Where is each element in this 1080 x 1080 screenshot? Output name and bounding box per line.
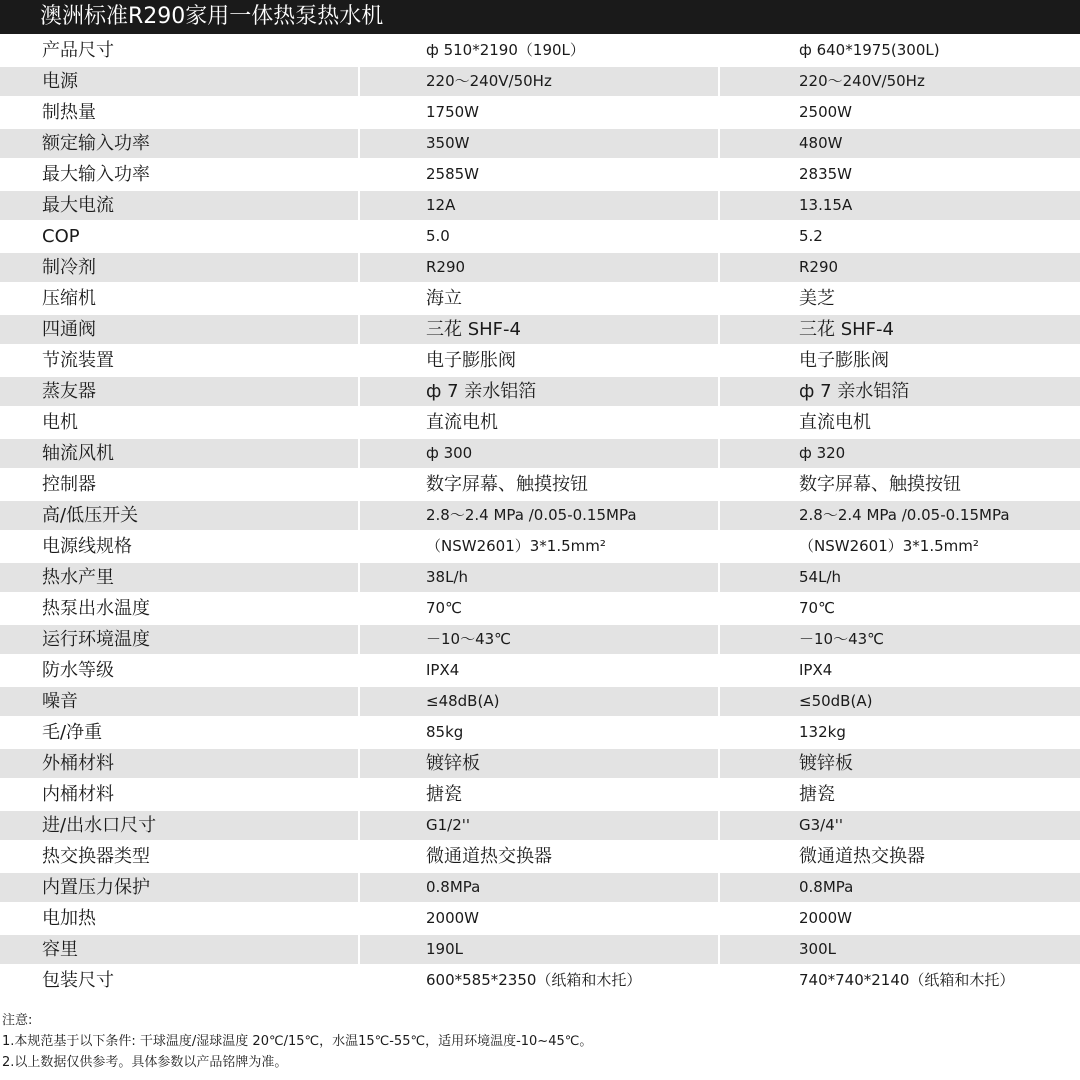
spec-value-model-2: ≤50dB(A) [720, 687, 1080, 716]
spec-label: COP [42, 226, 80, 247]
spec-label: 制热量 [42, 102, 96, 123]
spec-value-model-2: 480W [720, 129, 1080, 158]
spec-value-model-1: 2.8～2.4 MPa /0.05-0.15MPa [360, 501, 718, 530]
spec-label: 压缩机 [42, 288, 96, 309]
spec-value-model-1: 600*585*2350（纸箱和木托） [426, 971, 642, 989]
table-row [0, 98, 1080, 127]
spec-value-model-2: 镀锌板 [720, 749, 1080, 778]
table-row [0, 160, 1080, 189]
table-row [0, 935, 1080, 964]
spec-label: 内置压力保护 [0, 873, 358, 902]
spec-label: 电源线规格 [42, 536, 132, 557]
table-row [0, 315, 1080, 344]
spec-value-model-2: 2500W [799, 103, 853, 121]
spec-value-model-2: 5.2 [799, 227, 823, 245]
spec-value-model-1: 2585W [426, 165, 480, 183]
spec-value-model-1: ф 510*2190（190L） [426, 41, 585, 59]
spec-value-model-2: 直流电机 [799, 412, 871, 433]
spec-label: 高/低压开关 [0, 501, 358, 530]
spec-value-model-1: 70℃ [426, 599, 462, 617]
notes-line-1: 1.本规范基于以下条件: 干球温度/湿球温度 20℃/15℃，水温15℃-55℃，适用环境温度-10~45℃。 [2, 1034, 593, 1049]
spec-value-model-1: 搪瓷 [426, 784, 462, 805]
spec-value-model-2: ф 640*1975(300L) [799, 41, 940, 59]
spec-label: 节流装置 [42, 350, 114, 371]
spec-value-model-2: 70℃ [799, 599, 835, 617]
table-row [0, 532, 1080, 561]
spec-label: 运行环境温度 [0, 625, 358, 654]
spec-value-model-1: 38L/h [360, 563, 718, 592]
table-row [0, 625, 1080, 654]
spec-value-model-1: 5.0 [426, 227, 450, 245]
spec-value-model-2: 0.8MPa [720, 873, 1080, 902]
table-row [0, 749, 1080, 778]
spec-value-model-2: IPX4 [799, 661, 833, 679]
spec-value-model-1: －10～43℃ [360, 625, 718, 654]
table-row [0, 284, 1080, 313]
spec-value-model-1: 1750W [426, 103, 480, 121]
spec-label: 热泵出水温度 [42, 598, 150, 619]
spec-value-model-2: 220～240V/50Hz [720, 67, 1080, 96]
spec-value-model-2: 数字屏幕、触摸按钮 [799, 474, 961, 495]
spec-label: 外桶材料 [0, 749, 358, 778]
table-row [0, 563, 1080, 592]
spec-label: 热交换器类型 [42, 846, 150, 867]
spec-value-model-1: 直流电机 [426, 412, 498, 433]
table-row [0, 811, 1080, 840]
spec-value-model-1: 镀锌板 [360, 749, 718, 778]
table-row [0, 408, 1080, 437]
spec-value-model-2: ф 7 亲水铝箔 [720, 377, 1080, 406]
spec-value-model-2: 13.15A [720, 191, 1080, 220]
spec-value-model-1: ф 300 [360, 439, 718, 468]
spec-value-model-2: 2835W [799, 165, 853, 183]
spec-label: 产品尺寸 [42, 40, 114, 61]
table-row [0, 191, 1080, 220]
spec-value-model-2: －10～43℃ [720, 625, 1080, 654]
spec-label: 蒸友器 [0, 377, 358, 406]
spec-value-model-1: 微通道热交换器 [426, 846, 552, 867]
spec-value-model-2: 电子膨胀阀 [799, 350, 889, 371]
spec-label: 控制器 [42, 474, 96, 495]
table-row [0, 718, 1080, 747]
spec-label: 进/出水口尺寸 [0, 811, 358, 840]
page-title: 澳洲标准R290家用一体热泵热水机 [0, 0, 1080, 34]
notes-section [0, 1010, 1080, 1073]
spec-label: 毛/净重 [42, 722, 103, 743]
spec-label: 制冷剂 [0, 253, 358, 282]
table-row [0, 346, 1080, 375]
spec-value-model-1: 85kg [426, 723, 464, 741]
spec-value-model-1: 三花 SHF-4 [360, 315, 718, 344]
spec-label: 包装尺寸 [42, 970, 114, 991]
spec-label: 电加热 [42, 908, 96, 929]
spec-label: 轴流风机 [0, 439, 358, 468]
spec-value-model-1: 电子膨胀阀 [426, 350, 516, 371]
spec-value-model-2: 740*740*2140（纸箱和木托） [799, 971, 1015, 989]
spec-value-model-1: 350W [360, 129, 718, 158]
spec-value-model-2: G3/4'' [720, 811, 1080, 840]
spec-value-model-2: 2000W [799, 909, 853, 927]
spec-value-model-1: 220～240V/50Hz [360, 67, 718, 96]
spec-value-model-2: 300L [720, 935, 1080, 964]
spec-value-model-1: （NSW2601）3*1.5mm² [426, 537, 606, 555]
table-row [0, 470, 1080, 499]
table-row [0, 966, 1080, 995]
table-row [0, 594, 1080, 623]
spec-label: 防水等级 [42, 660, 114, 681]
table-row [0, 377, 1080, 406]
spec-value-model-2: 132kg [799, 723, 846, 741]
table-row [0, 780, 1080, 809]
spec-label: 最大输入功率 [42, 164, 150, 185]
table-row [0, 67, 1080, 96]
table-row [0, 253, 1080, 282]
spec-value-model-1: R290 [360, 253, 718, 282]
spec-label: 最大电流 [0, 191, 358, 220]
spec-value-model-2: （NSW2601）3*1.5mm² [799, 537, 979, 555]
table-row [0, 842, 1080, 871]
table-row [0, 656, 1080, 685]
table-row [0, 36, 1080, 65]
spec-value-model-2: ф 320 [720, 439, 1080, 468]
spec-value-model-2: R290 [720, 253, 1080, 282]
table-row [0, 129, 1080, 158]
spec-label: 噪音 [0, 687, 358, 716]
spec-value-model-1: 12A [360, 191, 718, 220]
spec-value-model-2: 三花 SHF-4 [720, 315, 1080, 344]
spec-value-model-2: 搪瓷 [799, 784, 835, 805]
spec-value-model-1: 2000W [426, 909, 480, 927]
spec-label: 热水产里 [0, 563, 358, 592]
spec-value-model-2: 54L/h [720, 563, 1080, 592]
spec-label: 电机 [42, 412, 78, 433]
spec-label: 容里 [0, 935, 358, 964]
spec-value-model-1: G1/2'' [360, 811, 718, 840]
table-row [0, 222, 1080, 251]
table-row [0, 687, 1080, 716]
spec-value-model-1: 0.8MPa [360, 873, 718, 902]
table-row [0, 873, 1080, 902]
spec-label: 四通阀 [0, 315, 358, 344]
spec-value-model-2: 2.8～2.4 MPa /0.05-0.15MPa [720, 501, 1080, 530]
spec-label: 电源 [0, 67, 358, 96]
spec-value-model-1: 海立 [426, 288, 462, 309]
notes-line-2: 2.以上数据仅供参考。具体参数以产品铭牌为准。 [2, 1055, 288, 1070]
spec-table [0, 36, 1080, 997]
table-row [0, 501, 1080, 530]
table-row [0, 904, 1080, 933]
spec-value-model-1: 数字屏幕、触摸按钮 [426, 474, 588, 495]
spec-value-model-2: 微通道热交换器 [799, 846, 925, 867]
spec-value-model-1: ф 7 亲水铝箔 [360, 377, 718, 406]
spec-value-model-1: IPX4 [426, 661, 460, 679]
spec-label: 内桶材料 [42, 784, 114, 805]
notes-heading: 注意: [2, 1013, 33, 1028]
spec-label: 额定输入功率 [0, 129, 358, 158]
spec-value-model-2: 美芝 [799, 288, 835, 309]
table-row [0, 439, 1080, 468]
spec-value-model-1: ≤48dB(A) [360, 687, 718, 716]
spec-value-model-1: 190L [360, 935, 718, 964]
